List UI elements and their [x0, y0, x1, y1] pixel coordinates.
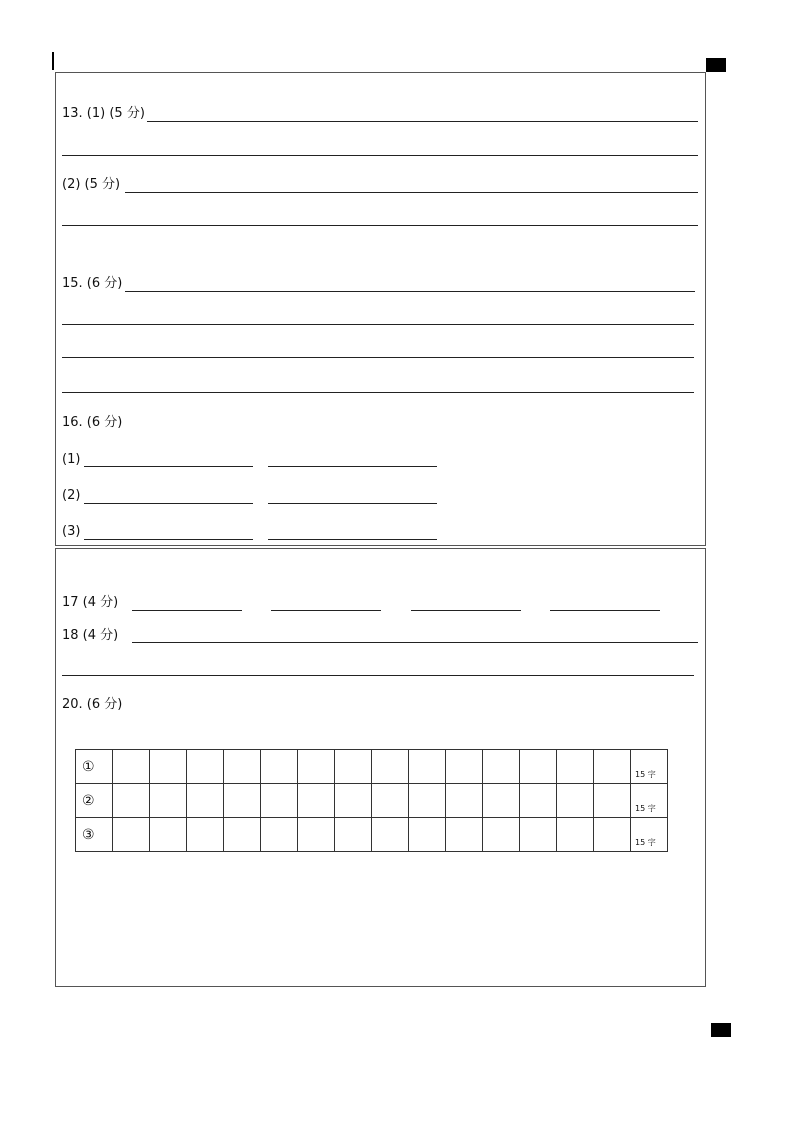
grid-cell[interactable] [483, 818, 520, 852]
grid-cell[interactable] [372, 818, 409, 852]
grid-cell[interactable] [113, 818, 150, 852]
q16-item-1-blank-b[interactable] [268, 466, 437, 467]
grid-cell[interactable] [187, 750, 224, 784]
grid-cell[interactable] [298, 784, 335, 818]
q16-item-2-blank-b[interactable] [268, 503, 437, 504]
q15-label: 15. (6 分) [62, 276, 123, 291]
grid-cell[interactable] [298, 818, 335, 852]
grid-cell[interactable] [594, 750, 631, 784]
grid-cell[interactable] [409, 784, 446, 818]
q13-part1-answer-line-2[interactable] [62, 155, 698, 156]
grid-cell[interactable] [224, 750, 261, 784]
grid-cell[interactable] [187, 784, 224, 818]
grid-cell[interactable] [150, 784, 187, 818]
text-cursor [52, 52, 54, 70]
grid-cell[interactable] [335, 818, 372, 852]
grid-cell[interactable] [446, 784, 483, 818]
grid-cell[interactable] [335, 750, 372, 784]
grid-cell[interactable] [261, 818, 298, 852]
q20-label: 20. (6 分) [62, 697, 123, 712]
alignment-marker-top-right [706, 58, 726, 72]
grid-cell[interactable] [372, 784, 409, 818]
q15-answer-line-1[interactable] [125, 291, 695, 292]
q17-label: 17 (4 分) [62, 595, 119, 610]
grid-cell[interactable] [594, 818, 631, 852]
alignment-marker-bottom-right [711, 1023, 731, 1037]
grid-cell[interactable] [446, 818, 483, 852]
grid-cell[interactable] [483, 750, 520, 784]
q20-grid-row-1 [76, 750, 668, 784]
q16-item-3-blank-a[interactable] [84, 539, 253, 540]
q15-answer-line-4[interactable] [62, 392, 694, 393]
grid-cell[interactable] [298, 750, 335, 784]
grid-cell[interactable] [409, 750, 446, 784]
q18-answer-line-2[interactable] [62, 675, 694, 676]
grid-cell[interactable] [150, 750, 187, 784]
q15-answer-line-2[interactable] [62, 324, 694, 325]
q17-blank-2[interactable] [271, 610, 381, 611]
q13-part2-answer-line-1[interactable] [125, 192, 698, 193]
q13-part1-answer-line-1[interactable] [147, 121, 698, 122]
q15-answer-line-3[interactable] [62, 357, 694, 358]
grid-cell[interactable] [520, 784, 557, 818]
grid-cell[interactable] [261, 750, 298, 784]
q16-item-1-label: (1) [62, 452, 81, 467]
q18-answer-line-1[interactable] [132, 642, 698, 643]
grid-cell[interactable] [150, 818, 187, 852]
grid-cell[interactable] [483, 784, 520, 818]
grid-cell[interactable] [113, 750, 150, 784]
q17-blank-3[interactable] [411, 610, 521, 611]
grid-cell[interactable] [224, 818, 261, 852]
q13-part2-answer-line-2[interactable] [62, 225, 698, 226]
answer-box-upper [55, 72, 706, 546]
q20-row-marker-1: ① [76, 750, 113, 784]
grid-cell[interactable] [557, 818, 594, 852]
q16-item-2-blank-a[interactable] [84, 503, 253, 504]
grid-cell[interactable] [520, 818, 557, 852]
q20-row-count-label-3: 15 字 [631, 818, 668, 852]
q13-part2-label: (2) (5 分) [62, 177, 121, 192]
grid-cell[interactable] [557, 750, 594, 784]
q16-item-3-blank-b[interactable] [268, 539, 437, 540]
grid-cell[interactable] [557, 784, 594, 818]
q20-row-count-label-1: 15 字 [631, 750, 668, 784]
grid-cell[interactable] [372, 750, 409, 784]
grid-cell[interactable] [187, 818, 224, 852]
q16-label: 16. (6 分) [62, 415, 123, 430]
grid-cell[interactable] [335, 784, 372, 818]
q16-item-3-label: (3) [62, 524, 81, 539]
q20-writing-grid [75, 749, 668, 852]
q20-row-count-label-2: 15 字 [631, 784, 668, 818]
grid-cell[interactable] [594, 784, 631, 818]
grid-cell[interactable] [113, 784, 150, 818]
q20-row-marker-2: ② [76, 784, 113, 818]
q17-blank-4[interactable] [550, 610, 660, 611]
q20-grid-row-2 [76, 784, 668, 818]
grid-cell[interactable] [520, 750, 557, 784]
q16-item-1-blank-a[interactable] [84, 466, 253, 467]
grid-cell[interactable] [446, 750, 483, 784]
grid-cell[interactable] [409, 818, 446, 852]
q20-row-marker-3: ③ [76, 818, 113, 852]
q13-part1-label: 13. (1) (5 分) [62, 106, 145, 121]
q16-item-2-label: (2) [62, 488, 81, 503]
q18-label: 18 (4 分) [62, 628, 119, 643]
q17-blank-1[interactable] [132, 610, 242, 611]
grid-cell[interactable] [261, 784, 298, 818]
q20-grid-row-3 [76, 818, 668, 852]
grid-cell[interactable] [224, 784, 261, 818]
